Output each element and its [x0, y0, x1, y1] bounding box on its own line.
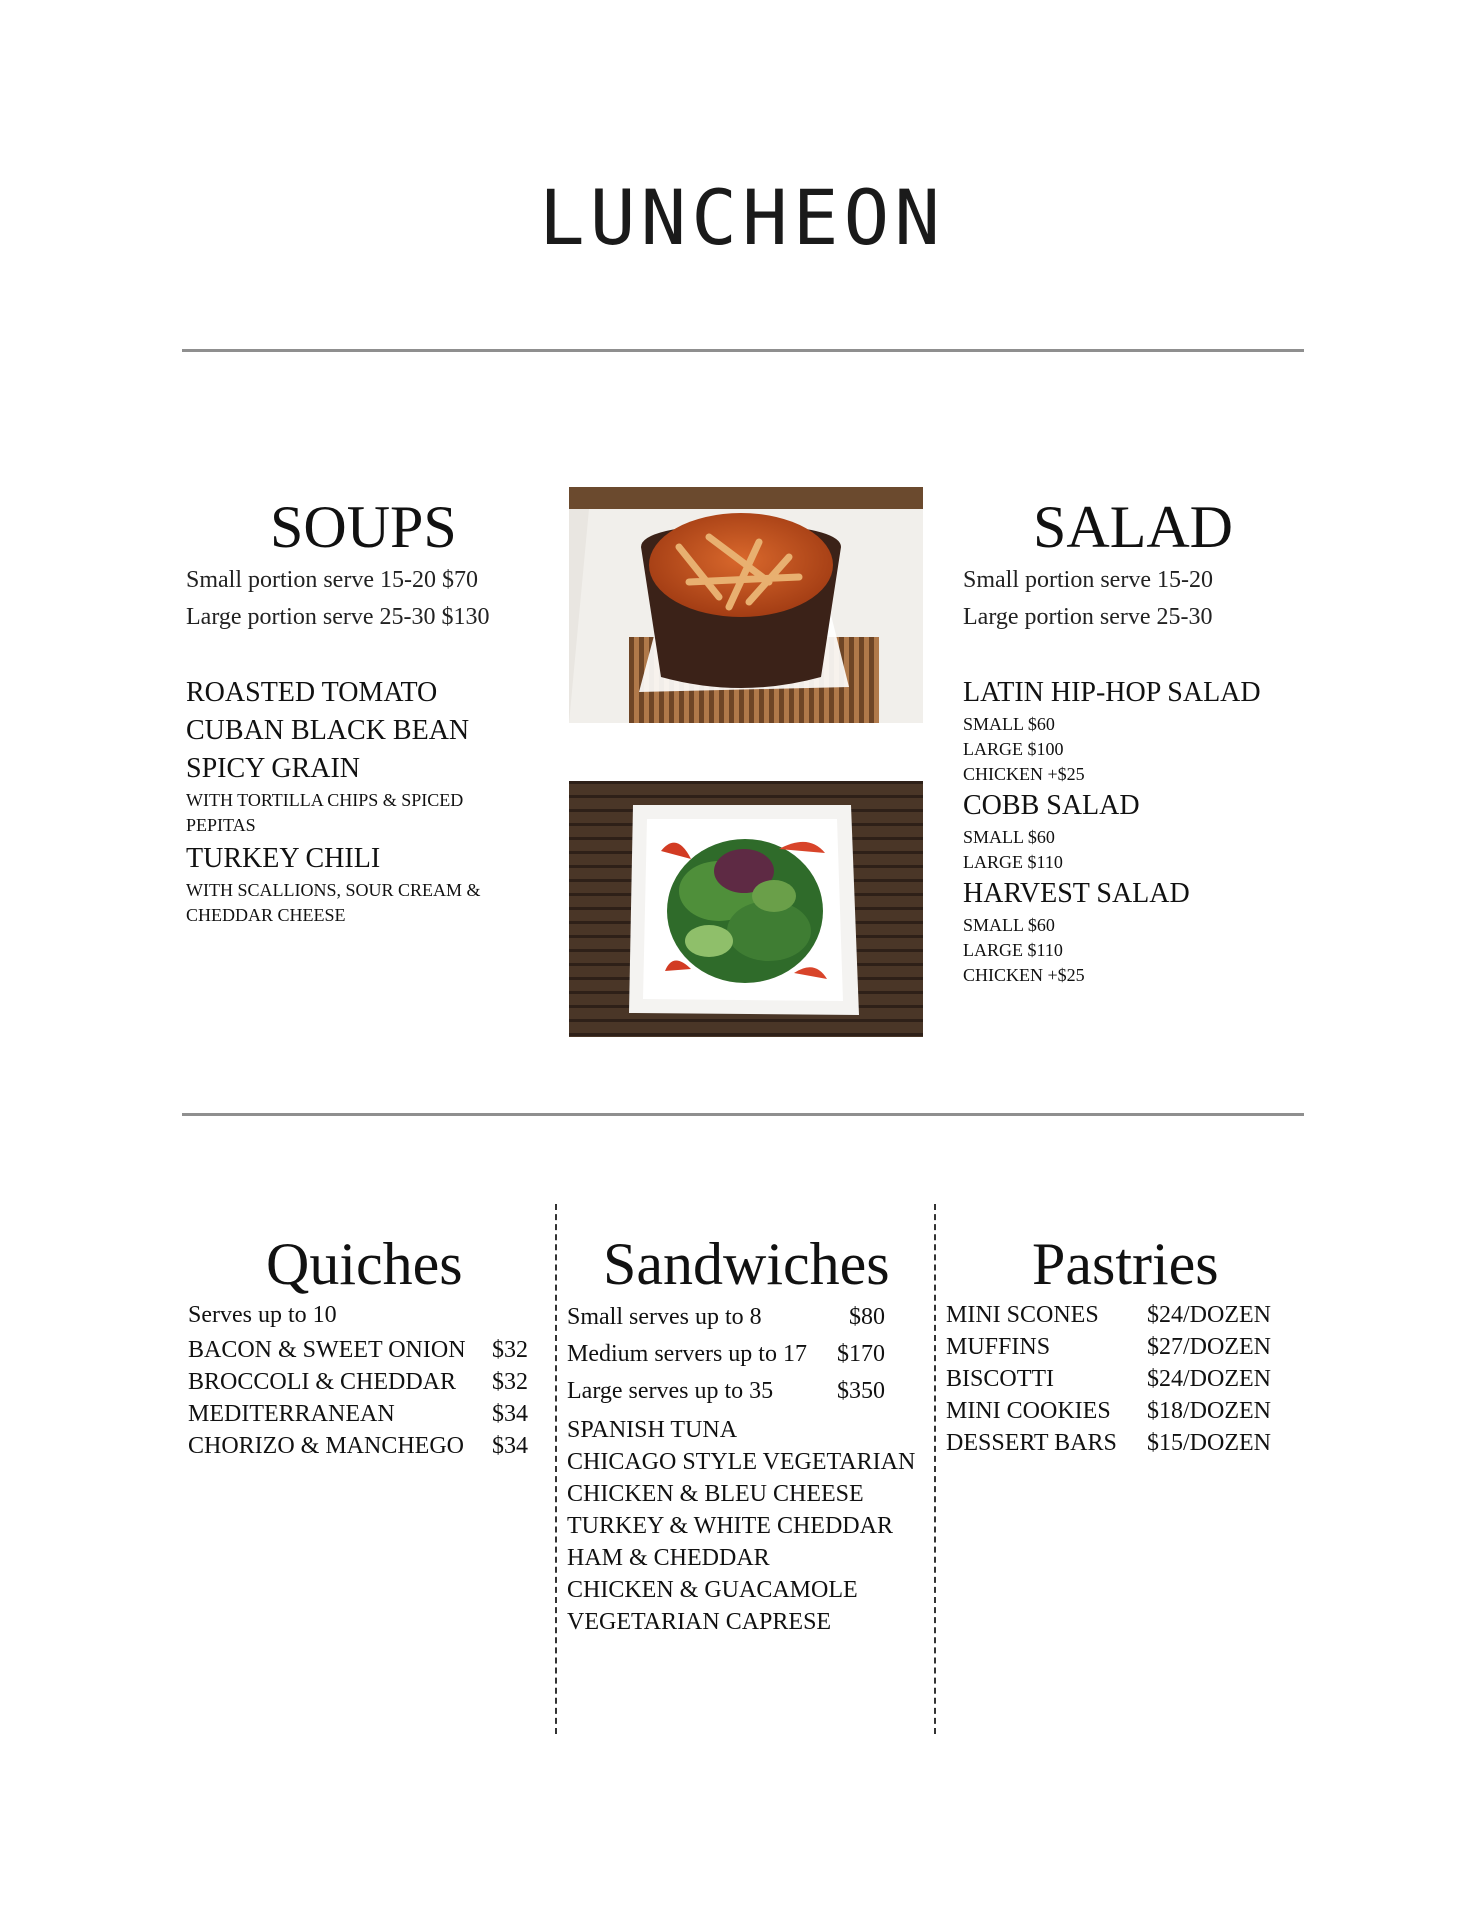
- salad-portions: [963, 562, 1213, 636]
- divider-middle: [182, 1113, 1304, 1116]
- soup-item: ROASTED TOMATO: [186, 677, 438, 708]
- sandwich-size-label: Small serves up to 8: [567, 1304, 762, 1330]
- pastry-name: MINI COOKIES: [946, 1398, 1111, 1424]
- soups-list: [186, 674, 516, 928]
- salad-price: SMALL $60: [963, 827, 1055, 847]
- pastry-name: MINI SCONES: [946, 1302, 1099, 1328]
- divider-top: [182, 349, 1304, 352]
- quiches-heading: Quiches: [266, 1231, 463, 1297]
- sandwich-item: SPANISH TUNA: [567, 1417, 738, 1443]
- sandwich-size-label: Medium servers up to 17: [567, 1341, 807, 1367]
- soup-item-desc: WITH TORTILLA CHIPS & SPICED PEPITAS: [186, 790, 464, 835]
- sandwich-size-label: Large serves up to 35: [567, 1378, 774, 1404]
- salad-price: LARGE $110: [963, 940, 1063, 960]
- sandwich-item: TURKEY & WHITE CHEDDAR: [567, 1513, 893, 1539]
- salad-price: LARGE $100: [963, 739, 1064, 759]
- sandwich-item: HAM & CHEDDAR: [567, 1545, 770, 1571]
- soups-heading: SOUPS: [270, 494, 457, 560]
- pastry-row: [946, 1395, 1271, 1427]
- pastry-name: DESSERT BARS: [946, 1430, 1117, 1456]
- quiche-price: $32: [492, 1337, 528, 1363]
- salad-portion-large: Large portion serve 25-30: [963, 604, 1213, 630]
- sandwich-item: CHICAGO STYLE VEGETARIAN: [567, 1449, 916, 1475]
- soup-item: TURKEY CHILI: [186, 843, 381, 874]
- pastry-row: [946, 1363, 1271, 1395]
- soup-item: SPICY GRAIN: [186, 753, 360, 784]
- pastry-price: $15/DOZEN: [1147, 1430, 1271, 1456]
- salad-item: COBB SALAD: [963, 790, 1140, 821]
- pastry-name: MUFFINS: [946, 1334, 1051, 1360]
- salad-item: HARVEST SALAD: [963, 878, 1190, 909]
- salad-photo: [569, 781, 923, 1037]
- quiche-price: $34: [492, 1401, 528, 1427]
- sandwich-size-price: $170: [837, 1341, 885, 1367]
- pastry-price: $24/DOZEN: [1147, 1302, 1271, 1328]
- sandwich-size-row: [567, 1299, 885, 1336]
- quiche-row: [188, 1366, 528, 1398]
- salad-portion-small: Small portion serve 15-20: [963, 567, 1213, 593]
- salad-price: SMALL $60: [963, 714, 1055, 734]
- salad-list: [963, 674, 1261, 988]
- column-separator: [934, 1204, 936, 1734]
- pastry-row: [946, 1331, 1271, 1363]
- soup-photo: [569, 487, 923, 723]
- page-title: LUNCHEON: [538, 173, 946, 262]
- soups-portion-small: Small portion serve 15-20 $70: [186, 567, 478, 593]
- sandwich-size-price: $350: [837, 1378, 885, 1404]
- salad-item: LATIN HIP-HOP SALAD: [963, 677, 1261, 708]
- pastry-row: [946, 1427, 1271, 1459]
- sandwich-size-row: [567, 1336, 885, 1373]
- salad-price: LARGE $110: [963, 852, 1063, 872]
- soups-portions: [186, 562, 489, 636]
- soup-item: CUBAN BLACK BEAN: [186, 715, 470, 746]
- quiche-price: $34: [492, 1433, 528, 1459]
- pastries-heading: Pastries: [1032, 1231, 1219, 1297]
- quiche-name: BACON & SWEET ONION: [188, 1337, 466, 1363]
- salad-price: CHICKEN +$25: [963, 965, 1085, 985]
- sandwich-size-row: [567, 1373, 885, 1410]
- salad-price: CHICKEN +$25: [963, 764, 1085, 784]
- pastry-price: $27/DOZEN: [1147, 1334, 1271, 1360]
- sandwich-item: CHICKEN & GUACAMOLE: [567, 1577, 858, 1603]
- quiche-name: CHORIZO & MANCHEGO: [188, 1433, 464, 1459]
- pastry-price: $18/DOZEN: [1147, 1398, 1271, 1424]
- pastry-row: [946, 1299, 1271, 1331]
- sandwich-size-price: $80: [849, 1304, 885, 1330]
- quiches-serves: Serves up to 10: [188, 1302, 337, 1328]
- column-separator: [555, 1204, 557, 1734]
- quiche-row: [188, 1430, 528, 1462]
- soup-item-desc: WITH SCALLIONS, SOUR CREAM & CHEDDAR CHEESE: [186, 880, 481, 925]
- quiche-price: $32: [492, 1369, 528, 1395]
- pastry-name: BISCOTTI: [946, 1366, 1054, 1392]
- quiche-name: MEDITERRANEAN: [188, 1401, 395, 1427]
- sandwich-list: [567, 1414, 915, 1638]
- quiche-name: BROCCOLI & CHEDDAR: [188, 1369, 457, 1395]
- quiche-row: [188, 1398, 528, 1430]
- soups-portion-large: Large portion serve 25-30 $130: [186, 604, 490, 630]
- pastries-list: [946, 1299, 1271, 1459]
- quiche-row: [188, 1334, 528, 1366]
- pastry-price: $24/DOZEN: [1147, 1366, 1271, 1392]
- sandwich-sizes: [567, 1299, 885, 1410]
- sandwich-item: CHICKEN & BLEU CHEESE: [567, 1481, 864, 1507]
- salad-price: SMALL $60: [963, 915, 1055, 935]
- salad-heading: SALAD: [1033, 494, 1234, 560]
- sandwiches-heading: Sandwiches: [603, 1231, 890, 1297]
- quiches-list: [188, 1299, 528, 1462]
- sandwich-item: VEGETARIAN CAPRESE: [567, 1609, 832, 1635]
